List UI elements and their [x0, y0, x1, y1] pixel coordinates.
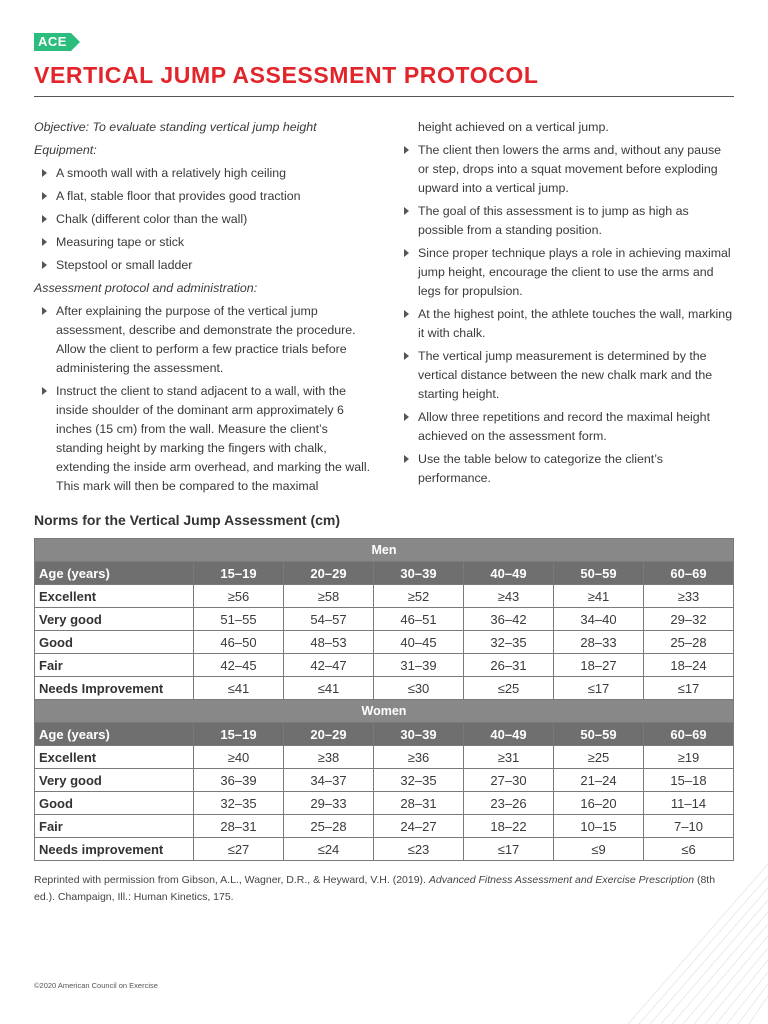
protocol-step: At the highest point, the athlete touches the wall, marking it with chalk. — [418, 307, 733, 340]
bullet-icon — [404, 352, 409, 360]
rating-label: Very good — [35, 769, 194, 792]
equipment-item: A flat, stable floor that provides good traction — [56, 189, 301, 203]
bullet-icon — [42, 215, 47, 223]
age-range-header: 30–39 — [374, 723, 464, 746]
equipment-item: Measuring tape or stick — [56, 235, 185, 249]
citation-book-title: Advanced Fitness Assessment and Exercise Prescription — [428, 874, 695, 886]
age-range-header: 50–59 — [554, 723, 644, 746]
bullet-icon — [42, 169, 47, 177]
norm-value: ≥31 — [464, 746, 554, 769]
table-row — [35, 608, 734, 631]
rating-label: Excellent — [35, 585, 194, 608]
norm-value: ≤17 — [464, 838, 554, 861]
norm-value: ≥19 — [644, 746, 734, 769]
table-row — [35, 585, 734, 608]
table-row — [35, 677, 734, 700]
age-header: Age (years) — [35, 562, 194, 585]
bullet-icon — [404, 413, 409, 421]
age-range-header: 50–59 — [554, 562, 644, 585]
equipment-list — [34, 164, 374, 275]
list-item — [34, 382, 374, 496]
list-item — [34, 256, 374, 275]
rating-label: Needs improvement — [35, 838, 194, 861]
women-header-row — [35, 723, 734, 746]
norm-value: ≤30 — [374, 677, 464, 700]
list-item — [34, 164, 374, 183]
norm-value: 36–42 — [464, 608, 554, 631]
age-range-header: 40–49 — [464, 562, 554, 585]
norm-value: 11–14 — [644, 792, 734, 815]
norm-value: ≥41 — [554, 585, 644, 608]
norm-value: ≥58 — [284, 585, 374, 608]
norm-value: ≥52 — [374, 585, 464, 608]
age-range-header: 30–39 — [374, 562, 464, 585]
norm-value: 46–50 — [194, 631, 284, 654]
equipment-item: Stepstool or small ladder — [56, 258, 193, 272]
equipment-item: Chalk (different color than the wall) — [56, 212, 248, 226]
table-row — [35, 792, 734, 815]
bullet-icon — [42, 307, 47, 315]
decorative-lines — [608, 844, 768, 1024]
norm-value: 18–22 — [464, 815, 554, 838]
norm-value: 18–24 — [644, 654, 734, 677]
norm-value: ≥33 — [644, 585, 734, 608]
norm-value: 25–28 — [284, 815, 374, 838]
norm-value: 42–47 — [284, 654, 374, 677]
norm-value: 42–45 — [194, 654, 284, 677]
norm-value: 21–24 — [554, 769, 644, 792]
norm-value: 28–31 — [194, 815, 284, 838]
men-header-row — [35, 562, 734, 585]
bullet-icon — [42, 387, 47, 395]
continuation-text: height achieved on a vertical jump. — [418, 120, 609, 134]
list-item — [402, 141, 734, 198]
norm-value: ≤23 — [374, 838, 464, 861]
table-row — [35, 815, 734, 838]
bullet-icon — [42, 261, 47, 269]
norm-value: ≥40 — [194, 746, 284, 769]
norm-value: ≥56 — [194, 585, 284, 608]
norm-value: 54–57 — [284, 608, 374, 631]
norm-value: 32–35 — [464, 631, 554, 654]
table-row — [35, 769, 734, 792]
table-row — [35, 746, 734, 769]
norm-value: 29–32 — [644, 608, 734, 631]
arrow-icon — [71, 33, 80, 51]
norm-value: 29–33 — [284, 792, 374, 815]
norm-value: 24–27 — [374, 815, 464, 838]
list-item — [402, 202, 734, 240]
norm-value: ≥38 — [284, 746, 374, 769]
norm-value: 15–18 — [644, 769, 734, 792]
copyright-notice: ©2020 American Council on Exercise — [34, 981, 158, 990]
right-column — [402, 118, 734, 492]
norm-value: 7–10 — [644, 815, 734, 838]
ace-logo — [34, 33, 80, 51]
norm-value: 51–55 — [194, 608, 284, 631]
title-divider — [34, 96, 734, 97]
age-range-header: 60–69 — [644, 562, 734, 585]
protocol-step: Since proper technique plays a role in achieving maximal jump height, encourage the client to use the arms and legs for propulsion. — [418, 246, 731, 298]
age-range-header: 60–69 — [644, 723, 734, 746]
men-group-label: Men — [35, 539, 734, 562]
men-group-row — [35, 539, 734, 562]
bullet-icon — [404, 455, 409, 463]
list-item — [34, 302, 374, 378]
objective-text: Objective: To evaluate standing vertical jump height — [34, 120, 317, 134]
norm-value: 34–37 — [284, 769, 374, 792]
protocol-step: After explaining the purpose of the vertical jump assessment, describe and demonstrate the procedure. Allow the client to perform a few practice trials before administering the assessment. — [56, 304, 356, 375]
citation-text: (8th ed.). Champaign, Ill.: Human Kinetics, 175. — [34, 874, 716, 903]
women-group-row — [35, 700, 734, 723]
norm-value: 25–28 — [644, 631, 734, 654]
norms-table — [34, 538, 734, 861]
norm-value: 46–51 — [374, 608, 464, 631]
protocol-step: Instruct the client to stand adjacent to a wall, with the inside shoulder of the dominant arm approximately 6 inches (15 cm) from the wall. Measure the client’s standing height by marking the fingers with chalk, extending the inside arm overhead, and marking the wall. This mark will then be compared to the maximal — [56, 384, 371, 493]
norms-table-body — [35, 539, 734, 861]
page-title: VERTICAL JUMP ASSESSMENT PROTOCOL — [34, 62, 539, 88]
protocol-list — [34, 302, 374, 496]
age-header: Age (years) — [35, 723, 194, 746]
norm-value: 23–26 — [464, 792, 554, 815]
list-item — [402, 408, 734, 446]
equipment-heading: Equipment: — [34, 143, 97, 157]
norm-value: 27–30 — [464, 769, 554, 792]
norm-value: 32–35 — [374, 769, 464, 792]
list-item — [402, 450, 734, 488]
bullet-icon — [404, 249, 409, 257]
equipment-item: A smooth wall with a relatively high ceiling — [56, 166, 287, 180]
rating-label: Fair — [35, 815, 194, 838]
age-range-header: 20–29 — [284, 723, 374, 746]
protocol-heading: Assessment protocol and administration: — [34, 281, 258, 295]
protocol-step: Use the table below to categorize the client’s performance. — [418, 452, 663, 485]
table-row — [35, 654, 734, 677]
ace-logo-text: ACE — [34, 33, 71, 51]
norm-value: ≤24 — [284, 838, 374, 861]
left-column — [34, 118, 374, 500]
norm-value: ≤41 — [284, 677, 374, 700]
bullet-icon — [404, 310, 409, 318]
age-range-header: 15–19 — [194, 723, 284, 746]
norm-value: 28–31 — [374, 792, 464, 815]
norm-value: ≤9 — [554, 838, 644, 861]
rating-label: Good — [35, 792, 194, 815]
norm-value: ≤6 — [644, 838, 734, 861]
bullet-icon — [404, 207, 409, 215]
age-range-header: 20–29 — [284, 562, 374, 585]
rating-label: Good — [35, 631, 194, 654]
citation-text: Reprinted with permission from Gibson, A.L., Wagner, D.R., & Heyward, V.H. (2019). — [34, 874, 429, 886]
list-item — [34, 210, 374, 229]
norm-value: ≥43 — [464, 585, 554, 608]
steps-list — [402, 141, 734, 488]
bullet-icon — [404, 146, 409, 154]
norm-value: 26–31 — [464, 654, 554, 677]
list-item — [34, 187, 374, 206]
protocol-step: The goal of this assessment is to jump as high as possible from a standing position. — [418, 204, 689, 237]
norm-value: 48–53 — [284, 631, 374, 654]
norm-value: ≤27 — [194, 838, 284, 861]
table-row — [35, 631, 734, 654]
bullet-icon — [42, 192, 47, 200]
list-item — [34, 233, 374, 252]
norm-value: 34–40 — [554, 608, 644, 631]
rating-label: Fair — [35, 654, 194, 677]
norm-value: ≥25 — [554, 746, 644, 769]
norm-value: 18–27 — [554, 654, 644, 677]
norm-value: ≤41 — [194, 677, 284, 700]
list-item — [402, 305, 734, 343]
norm-value: 16–20 — [554, 792, 644, 815]
protocol-step: Allow three repetitions and record the maximal height achieved on the assessment form. — [418, 410, 711, 443]
norm-value: 28–33 — [554, 631, 644, 654]
protocol-step: The vertical jump measurement is determined by the vertical distance between the new chalk mark and the starting height. — [418, 349, 713, 401]
rating-label: Needs Improvement — [35, 677, 194, 700]
norm-value: 36–39 — [194, 769, 284, 792]
rating-label: Very good — [35, 608, 194, 631]
protocol-step: The client then lowers the arms and, without any pause or step, drops into a squat movement before exploding upward into a vertical jump. — [418, 143, 722, 195]
norm-value: 40–45 — [374, 631, 464, 654]
norm-value: 31–39 — [374, 654, 464, 677]
norm-value: 32–35 — [194, 792, 284, 815]
age-range-header: 15–19 — [194, 562, 284, 585]
table-title: Norms for the Vertical Jump Assessment (cm) — [34, 512, 341, 528]
list-item — [402, 244, 734, 301]
women-group-label: Women — [35, 700, 734, 723]
norm-value: 10–15 — [554, 815, 644, 838]
norm-value: ≤17 — [644, 677, 734, 700]
list-item — [402, 347, 734, 404]
bullet-icon — [42, 238, 47, 246]
norm-value: ≤25 — [464, 677, 554, 700]
age-range-header: 40–49 — [464, 723, 554, 746]
norm-value: ≥36 — [374, 746, 464, 769]
rating-label: Excellent — [35, 746, 194, 769]
norm-value: ≤17 — [554, 677, 644, 700]
